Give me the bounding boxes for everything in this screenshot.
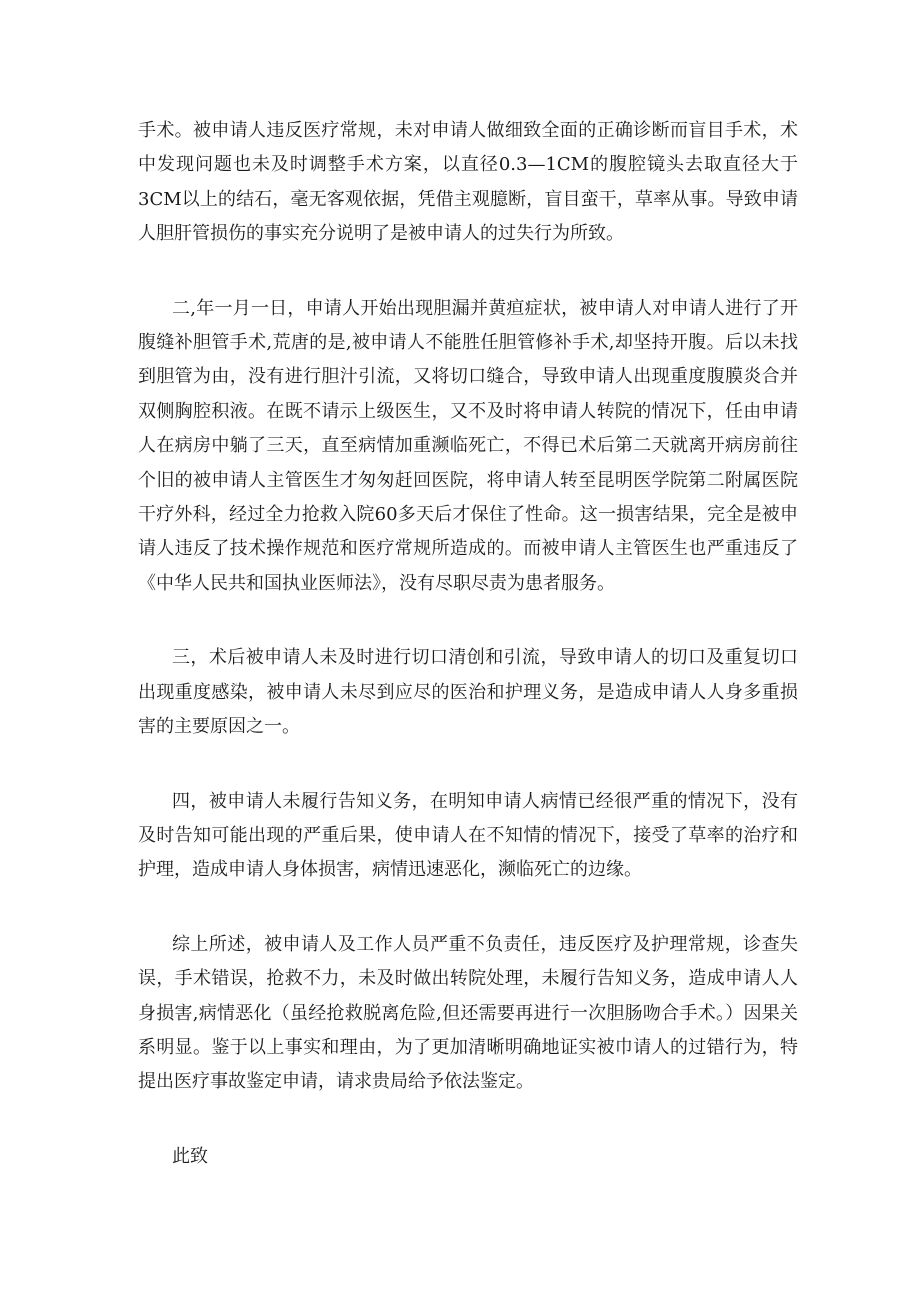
paragraph-point-three: 三，术后被申请人未及时进行切口清创和引流，导致申请人的切口及重复切口出现重度感染，被申请人未尽到应尽的医治和护理义务，是造成申请人人身多重损害的主要原因之一。 xyxy=(138,647,798,738)
paragraph-surgery-fault: 手术。被申请人违反医疗常规，未对申请人做细致全面的正确诊断而盲目手术，术中发现问题也未及时调整手术方案，以直径0.3—1CM的腹腔镜头去取直径大于3CM以上的结石，毫无客观依据，凭借主观臆断，盲目蛮干，草率从事。导致申请人胆肝管损伤的事实充分说明了是被申请人的过失行为所致。 xyxy=(138,120,798,245)
paragraph-point-four: 四，被申请人未履行告知义务，在明知申请人病情已经很严重的情况下，没有及时告知可能出现的严重后果，使申请人在不知情的情况下，接受了草率的治疗和护理，造成申请人身体损害，病情迅速恶化，濒临死亡的边缘。 xyxy=(138,790,798,881)
paragraph-gap xyxy=(138,888,798,928)
paragraph-point-two: 二,年一月一日，申请人开始出现胆漏并黄疸症状，被申请人对申请人进行了开腹缝补胆管手术,荒唐的是,被申请人不能胜任胆管修补手术,却坚持开腹。后以未找到胆管为由，没有进行胆汁引流，又将切口缝合，导致申请人出现重度腹膜炎合并双侧胸腔积液。在既不请示上级医生，又不及时将申请人转院的情况下，任由申请人在病房中躺了三天，直至病情加重濒临死亡，不得已术后第二天就离开病房前往个旧的被申请人主管医生才匆匆赶回医院，将申请人转至昆明医学院第二附属医院干疗外科，经过全力抢救入院60多天后才保住了性命。这一损害结果，完全是被申请人违反了技术操作规范和医疗常规所造成的。而被申请人主管医生也严重违反了《中华人民共和国执业医师法》，没有尽职尽责为患者服务。 xyxy=(138,297,798,594)
document-body xyxy=(138,114,798,1174)
paragraph-gap xyxy=(138,1100,798,1140)
paragraph-gap xyxy=(138,745,798,785)
closing-salutation: 此致 xyxy=(172,1145,208,1167)
paragraph-gap xyxy=(138,252,798,292)
paragraph-gap xyxy=(138,601,798,641)
paragraph-summary: 综上所述，被申请人及工作人员严重不负责任，违反医疗及护理常规，诊查失误，手术错误，抢救不力，未及时做出转院处理，未履行告知义务，造成申请人人身损害,病情恶化（虽经抢救脱离危险,但还需要再进行一次胆肠吻合手术。）因果关系明显。鉴于以上事实和理由，为了更加清晰明确地证实被巾请人的过错行为，特提出医疗事故鉴定申请，请求贵局给予依法鉴定。 xyxy=(138,933,798,1093)
